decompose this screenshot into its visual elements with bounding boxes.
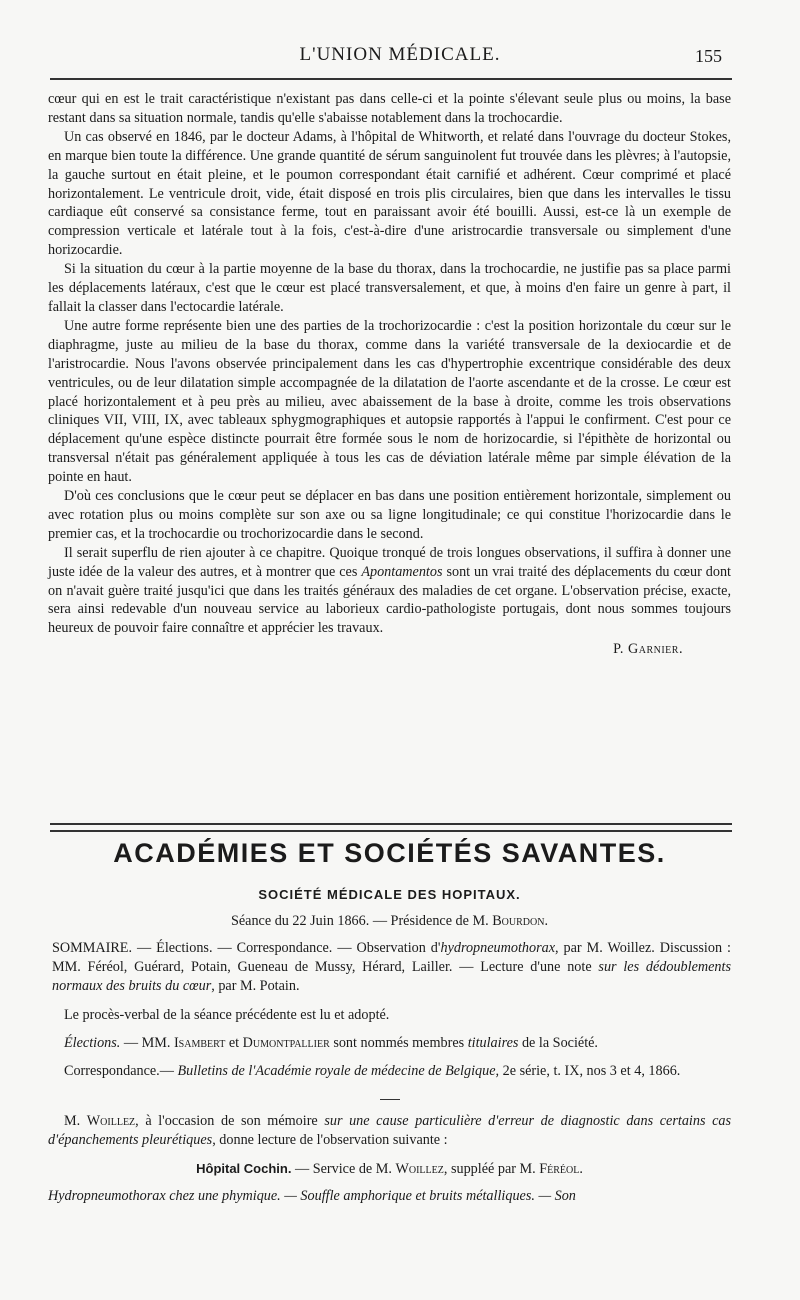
italic-run: sur une cause particulière d'erreur de diagnostic dans certains cas d'épanchements pleurétiques xyxy=(48,1113,731,1148)
text-run: sont nommés membres xyxy=(329,1035,468,1051)
summary xyxy=(48,939,731,996)
paragraph: Une autre forme représente bien une des parties de la trochorizocardie : c'est la position horizontale du cœur sur le diaphragme, juste au milieu de la base du thorax, comme dans la variété transversale de la dexiocardie et de l'aristrocardie. Nous l'avons observée principalement dans les cas d'hypertrophie excentrique considérable des deux ventricules, ou de leur dilatation simple accompagnée de la dilatation de l'aorte ascendante et de la crosse. Le cœur est placé horizontalement et à peu près au milieu, avec abaissement de la base à droite, comme les trois observations cliniques VII, VIII, IX, avec tableaux sphygmographiques et autopsie rapportés à l'appui le confirment. C'est pour ce déplacement qu'une espèce distincte pourrait être formée sous le nom de horizocardie, si l'épithète de horizontal ou transversal n'était pas généralement appliquée à tous les cas de déviation latérale même par simple élévation de la pointe en haut. xyxy=(48,317,731,486)
section-divider xyxy=(50,823,732,832)
correspondence-label: Correspondance. xyxy=(64,1063,160,1079)
running-title: L'UNION MÉDICALE. xyxy=(299,44,501,65)
text-run: sont un vrai traité des déplacements du cœur dont on n'avait guère traité jusqu'ici que dans les traités généraux des maladies de cet organe. L'observation précise, exacte, sera ainsi redevable d'un nouveau service au laborieux cardio-pathologiste portugais, dont nous sommes toujours heureux de pouvoir faire connaître et apprécier les travaux. xyxy=(48,563,731,637)
elections-paragraph xyxy=(48,1034,731,1053)
physician-name: Woillez xyxy=(395,1161,444,1177)
summary-label: SOMMAIRE. xyxy=(52,940,133,956)
text-run: , par M. Potain. xyxy=(211,978,300,994)
correspondence-paragraph xyxy=(48,1062,731,1081)
text-run: , suppléé par M. xyxy=(443,1161,540,1177)
paragraph: D'où ces conclusions que le cœur peut se déplacer en bas dans une position entièrement horizontale, simplement ou avec rotation plus ou moins complète sur son axe ou sa ligne longitudinale; ce qui constitue l'horizocardie dans le premier cas, et la trochocardie ou trochorizocardie dans le second. xyxy=(48,488,731,542)
text-run: Il serait superflu de rien ajouter à ce chapitre. Quoique tronqué de trois longues observations, il suffira à donner une juste idée de la valeur des autres, et à montrer que ces xyxy=(48,544,731,580)
speaker-name: Woillez xyxy=(86,1113,136,1129)
text-run: — xyxy=(159,1063,178,1079)
italic-run: titulaires xyxy=(467,1035,519,1051)
woillez-paragraph xyxy=(48,1112,731,1150)
text-run: , à l'occasion de son mémoire xyxy=(135,1113,325,1129)
text-run: . xyxy=(579,1161,583,1177)
physician-name: Féréol xyxy=(539,1161,580,1177)
society-report xyxy=(48,838,731,1206)
text-run: — Service de M. xyxy=(291,1161,396,1177)
hospital-name: Hôpital Cochin. xyxy=(196,1161,292,1176)
text-run: , par M. Woillez. Discussion : MM. Féréol, Guérard, Potain, Gueneau de Mussy, Hérard, Lailler. — Lecture d'une note xyxy=(52,940,731,975)
paragraph: Si la situation du cœur à la partie moyenne de la base du thorax, dans la trochocardie, ne justifie pas sa place parmi les déplacements latéraux, c'est que le cœur est placé transversalement, et que, à moins d'en faire un genre à part, il fallait la classer dans l'ectocardie latérale. xyxy=(48,261,731,315)
president-name: Bourdon xyxy=(492,913,545,929)
session-line xyxy=(48,912,731,931)
session-text: Séance du 22 Juin 1866. — Présidence de M. xyxy=(230,913,493,929)
text-run: — Élections. — Correspondance. — Observation d' xyxy=(132,940,441,956)
italic-run: sur les dédoublements normaux des bruits du cœur xyxy=(52,959,731,994)
session-end: . xyxy=(544,913,549,929)
text-run: — MM. xyxy=(120,1035,174,1051)
section-title: ACADÉMIES ET SOCIÉTÉS SAVANTES. xyxy=(113,838,666,868)
member-name: Isambert xyxy=(173,1035,226,1051)
italic-run: Apontamentos xyxy=(361,563,443,580)
hospital-line xyxy=(48,1159,731,1179)
short-divider xyxy=(380,1099,400,1100)
paragraph xyxy=(48,544,731,639)
observation-title: Hydropneumothorax chez une phymique. — Souffle amphorique et bruits métalliques. — Son xyxy=(48,1188,576,1204)
society-name: SOCIÉTÉ MÉDICALE DES HOPITAUX. xyxy=(258,887,521,902)
header-rule xyxy=(50,78,732,80)
book-review-text xyxy=(48,90,731,659)
author-signature: P. Garnier. xyxy=(613,641,683,658)
paragraph: cœur qui en est le trait caractéristique n'existant pas dans celle-ci et la pointe s'élevant seule plus ou moins, la base restant dans sa situation normale, tandis qu'elle s'abaisse notablement dans la trochocardie. xyxy=(48,91,731,126)
text-run: , donne lecture de l'observation suivante : xyxy=(212,1132,448,1148)
italic-run: hydropneumothorax xyxy=(440,940,556,956)
member-name: Dumontpallier xyxy=(242,1035,330,1051)
running-head xyxy=(0,40,800,72)
italic-run: Bulletins de l'Académie royale de médecine de Belgique, xyxy=(177,1063,500,1079)
minutes-line: Le procès-verbal de la séance précédente est lu et adopté. xyxy=(64,1007,390,1023)
paragraph: Un cas observé en 1846, par le docteur Adams, à l'hôpital de Whitworth, et relaté dans l'ouvrage du docteur Stokes, en marque bien toute la différence. Une grande quantité de sérum sanguinolent fut trouvée dans les plèvres; à l'autopsie, la gauche surtout en était pleine, et le poumon correspondant était carnifié et adhérent. Cœur comprimé et placé horizontalement. Le ventricule droit, vide, était disposé en trois plis circulaires, bien que dans les intervalles le tissu cardiaque eût conservé sa consistance ferme, tout en paraissant avoir été bouilli. Aussi, est-ce là un exemple de compression verticale et latérale tout à la fois, c'est-à-dire d'une aristrocardie transversale ou simplement d'une horizocardie. xyxy=(48,128,731,259)
elections-label: Élections. xyxy=(64,1035,121,1051)
text-run: de la Société. xyxy=(518,1035,598,1051)
text-run: et xyxy=(225,1035,243,1051)
page-number: 155 xyxy=(695,46,722,66)
text-run: 2e série, t. IX, nos 3 et 4, 1866. xyxy=(499,1063,681,1079)
text-run: M. xyxy=(64,1113,87,1129)
